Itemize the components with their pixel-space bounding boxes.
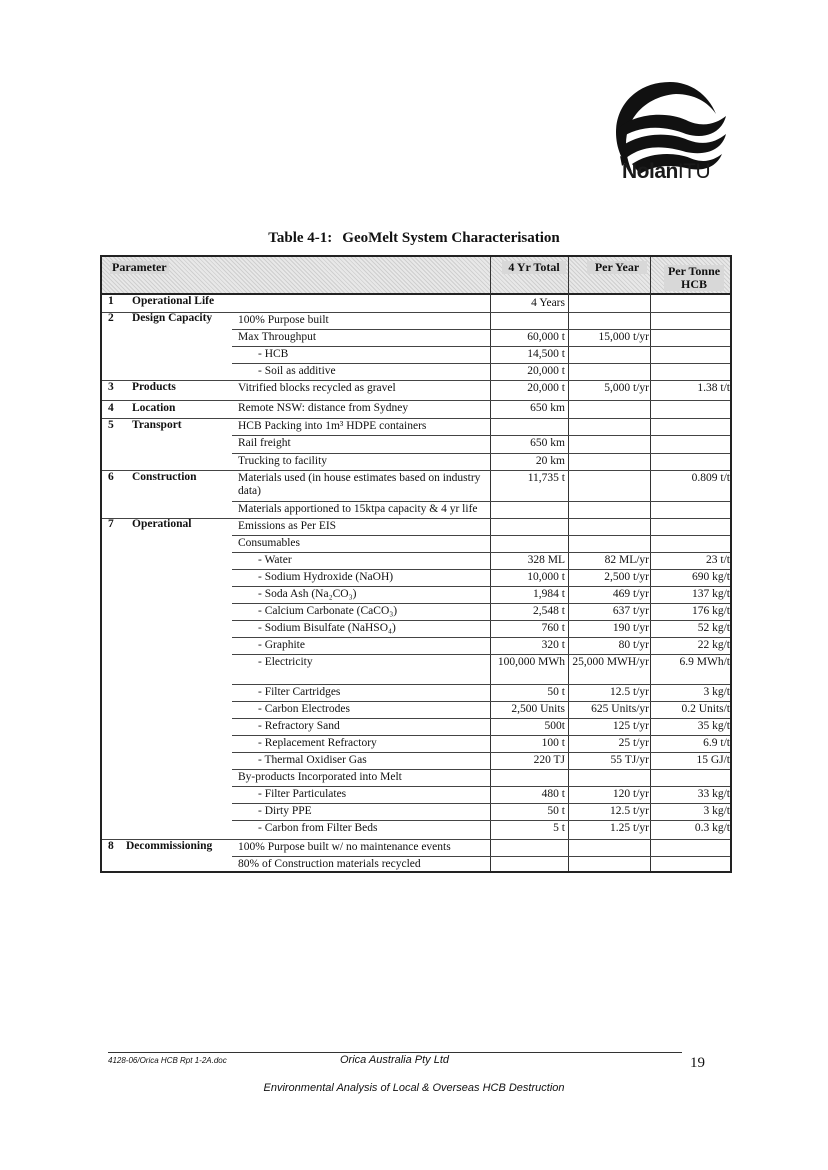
row-description: - Dirty PPE [258,805,312,817]
row-rule [232,346,730,347]
row-description: - Electricity [258,656,313,668]
row-rule [232,435,730,436]
table-title: GeoMelt System Characterisation [342,230,560,246]
row-rule [232,603,730,604]
column-divider [568,257,569,871]
cell-per-year: 12.5 t/yr [610,805,649,817]
header-parameter: Parameter [112,260,167,274]
cell-per-tonne: 0.809 t/t [691,472,730,484]
cell-4yr-total: 20 km [535,455,565,467]
row-description: - Soil as additive [258,365,336,377]
section-number: 1 [108,295,114,307]
table-caption [0,230,828,247]
footer-doc-ref: 4128-06/Orica HCB Rpt 1-2A.doc [108,1056,227,1065]
row-rule [232,654,730,655]
row-rule [232,718,730,719]
row-description: - Carbon Electrodes [258,703,350,715]
row-rule [102,418,730,419]
cell-per-year: 82 ML/yr [604,554,649,566]
header-per-year: Per Year [587,261,647,274]
column-divider [650,257,651,871]
row-rule [232,501,730,502]
page-number: 19 [690,1055,705,1071]
cell-4yr-total: 20,000 t [527,365,565,377]
cell-per-year: 15,000 t/yr [598,331,649,343]
logo-wordmark [622,160,710,184]
row-rule [102,518,730,519]
cell-4yr-total: 328 ML [527,554,565,566]
cell-per-tonne: 6.9 t/t [703,737,730,749]
row-rule [232,820,730,821]
row-description: 100% Purpose built [238,314,329,326]
section-name: Decommissioning [126,840,213,852]
cell-4yr-total: 1,984 t [533,588,565,600]
row-description: 100% Purpose built w/ no maintenance events [238,841,451,853]
row-description: - Soda Ash (Na₂CO₃) [258,588,357,600]
section-number: 5 [108,419,114,431]
cell-per-year: 25,000 MWH/yr [572,656,649,668]
row-rule [232,701,730,702]
cell-per-year: 12.5 t/yr [610,686,649,698]
row-rule [232,769,730,770]
section-name: Transport [132,419,182,431]
header-per-tonne: Per Tonne HCB [664,265,724,291]
cell-4yr-total: 500t [544,720,565,732]
section-name: Construction [132,471,197,483]
row-description: By-products Incorporated into Melt [238,771,402,783]
cell-per-tonne: 52 kg/t [697,622,730,634]
cell-per-year: 637 t/yr [612,605,649,617]
section-number: 2 [108,312,114,324]
cell-4yr-total: 11,735 t [527,472,565,484]
row-rule [232,684,730,685]
cell-per-tonne: 690 kg/t [691,571,730,583]
cell-per-year: 1.25 t/yr [610,822,649,834]
cell-4yr-total: 220 TJ [533,754,565,766]
cell-per-year: 469 t/yr [612,588,649,600]
footer-rule [108,1052,682,1053]
row-rule [102,400,730,401]
row-description: Materials apportioned to 15ktpa capacity & 4 yr life [238,503,478,515]
cell-4yr-total: 100,000 MWh [497,656,565,668]
cell-4yr-total: 10,000 t [527,571,565,583]
section-number: 6 [108,471,114,483]
row-rule [232,363,730,364]
cell-per-tonne: 3 kg/t [703,805,730,817]
cell-per-year: 25 t/yr [618,737,649,749]
row-description: - Filter Particulates [258,788,347,800]
cell-per-tonne: 176 kg/t [691,605,730,617]
footer-company: Orica Australia Pty Ltd [340,1054,450,1066]
cell-4yr-total: 50 t [547,686,565,698]
cell-4yr-total: 14,500 t [527,348,565,360]
row-description: - Sodium Hydroxide (NaOH) [258,571,394,583]
cell-4yr-total: 320 t [541,639,565,651]
row-rule [232,752,730,753]
row-rule [232,586,730,587]
cell-4yr-total: 650 km [530,402,565,414]
row-rule [232,637,730,638]
row-description: 80% of Construction materials recycled [238,858,421,870]
logo-brand-bold: Nolan [622,160,678,183]
cell-per-year: 2,500 t/yr [604,571,649,583]
cell-per-year: 55 TJ/yr [610,754,649,766]
row-rule [232,453,730,454]
cell-per-tonne: 15 GJ/t [696,754,730,766]
cell-4yr-total: 650 km [530,437,565,449]
row-description: - Water [258,554,292,566]
row-description: Emissions as Per EIS [238,520,337,532]
cell-per-tonne: 137 kg/t [691,588,730,600]
section-number: 3 [108,381,114,393]
section-number: 7 [108,518,114,530]
row-rule [232,569,730,570]
row-description: Max Throughput [238,331,317,343]
cell-per-tonne: 3 kg/t [703,686,730,698]
header-4yr-total: 4 Yr Total [502,261,566,274]
row-rule [232,786,730,787]
row-description: Trucking to facility [238,455,328,467]
row-rule [232,803,730,804]
cell-4yr-total: 760 t [541,622,565,634]
row-rule [232,735,730,736]
cell-4yr-total: 100 t [541,737,565,749]
cell-4yr-total: 60,000 t [527,331,565,343]
row-description: - Calcium Carbonate (CaCO₃) [258,605,398,617]
row-rule [232,329,730,330]
section-name: Location [132,402,176,414]
row-rule [232,552,730,553]
cell-per-tonne: 0.3 kg/t [694,822,730,834]
section-name: Design Capacity [132,312,213,324]
section-number: 4 [108,402,114,414]
row-rule [232,856,730,857]
cell-per-tonne: 0.2 Units/t [681,703,730,715]
cell-per-tonne: 23 t/t [706,554,730,566]
cell-per-year: 190 t/yr [612,622,649,634]
cell-per-year: 80 t/yr [618,639,649,651]
logo-brand-rest: ITU [677,160,711,183]
section-number: 8 [108,840,114,852]
row-description: Rail freight [238,437,291,449]
row-description: Remote NSW: distance from Sydney [238,402,409,414]
row-rule [232,620,730,621]
footer-report-title: Environmental Analysis of Local & Overseas HCB Destruction [263,1082,565,1094]
row-description: Vitrified blocks recycled as gravel [238,382,396,394]
row-description: Consumables [238,537,300,549]
cell-4yr-total: 2,500 Units [511,703,565,715]
cell-per-tonne: 33 kg/t [697,788,730,800]
cell-per-tonne: 6.9 MWh/t [679,656,730,668]
cell-4yr-total: 4 Years [531,297,565,309]
row-description: - Replacement Refractory [258,737,377,749]
section-name: Operational Life [132,295,215,307]
cell-4yr-total: 20,000 t [527,382,565,394]
cell-4yr-total: 50 t [547,805,565,817]
cell-per-year: 625 Units/yr [591,703,649,715]
cell-per-tonne: 1.38 t/t [697,382,730,394]
row-description: - Graphite [258,639,305,651]
cell-per-tonne: 35 kg/t [697,720,730,732]
row-description: - Refractory Sand [258,720,340,732]
cell-4yr-total: 5 t [553,822,565,834]
section-name: Operational [132,518,192,530]
row-rule [232,535,730,536]
section-name: Products [132,381,176,393]
row-description: - Filter Cartridges [258,686,341,698]
cell-per-year: 125 t/yr [612,720,649,732]
table-header [102,257,730,295]
cell-per-year: 5,000 t/yr [604,382,649,394]
row-description: HCB Packing into 1m³ HDPE containers [238,420,427,432]
row-rule [102,380,730,381]
row-description: Materials used (in house estimates based on industry data) [238,472,481,497]
cell-per-tonne: 22 kg/t [697,639,730,651]
row-description: - Sodium Bisulfate (NaHSO₄) [258,622,396,634]
characterisation-table [100,255,732,873]
row-description: - Carbon from Filter Beds [258,822,378,834]
cell-per-year: 120 t/yr [612,788,649,800]
cell-4yr-total: 480 t [541,788,565,800]
row-description: - Thermal Oxidiser Gas [258,754,367,766]
table-number: Table 4-1: [268,230,333,246]
cell-4yr-total: 2,548 t [533,605,565,617]
row-description: - HCB [258,348,289,360]
